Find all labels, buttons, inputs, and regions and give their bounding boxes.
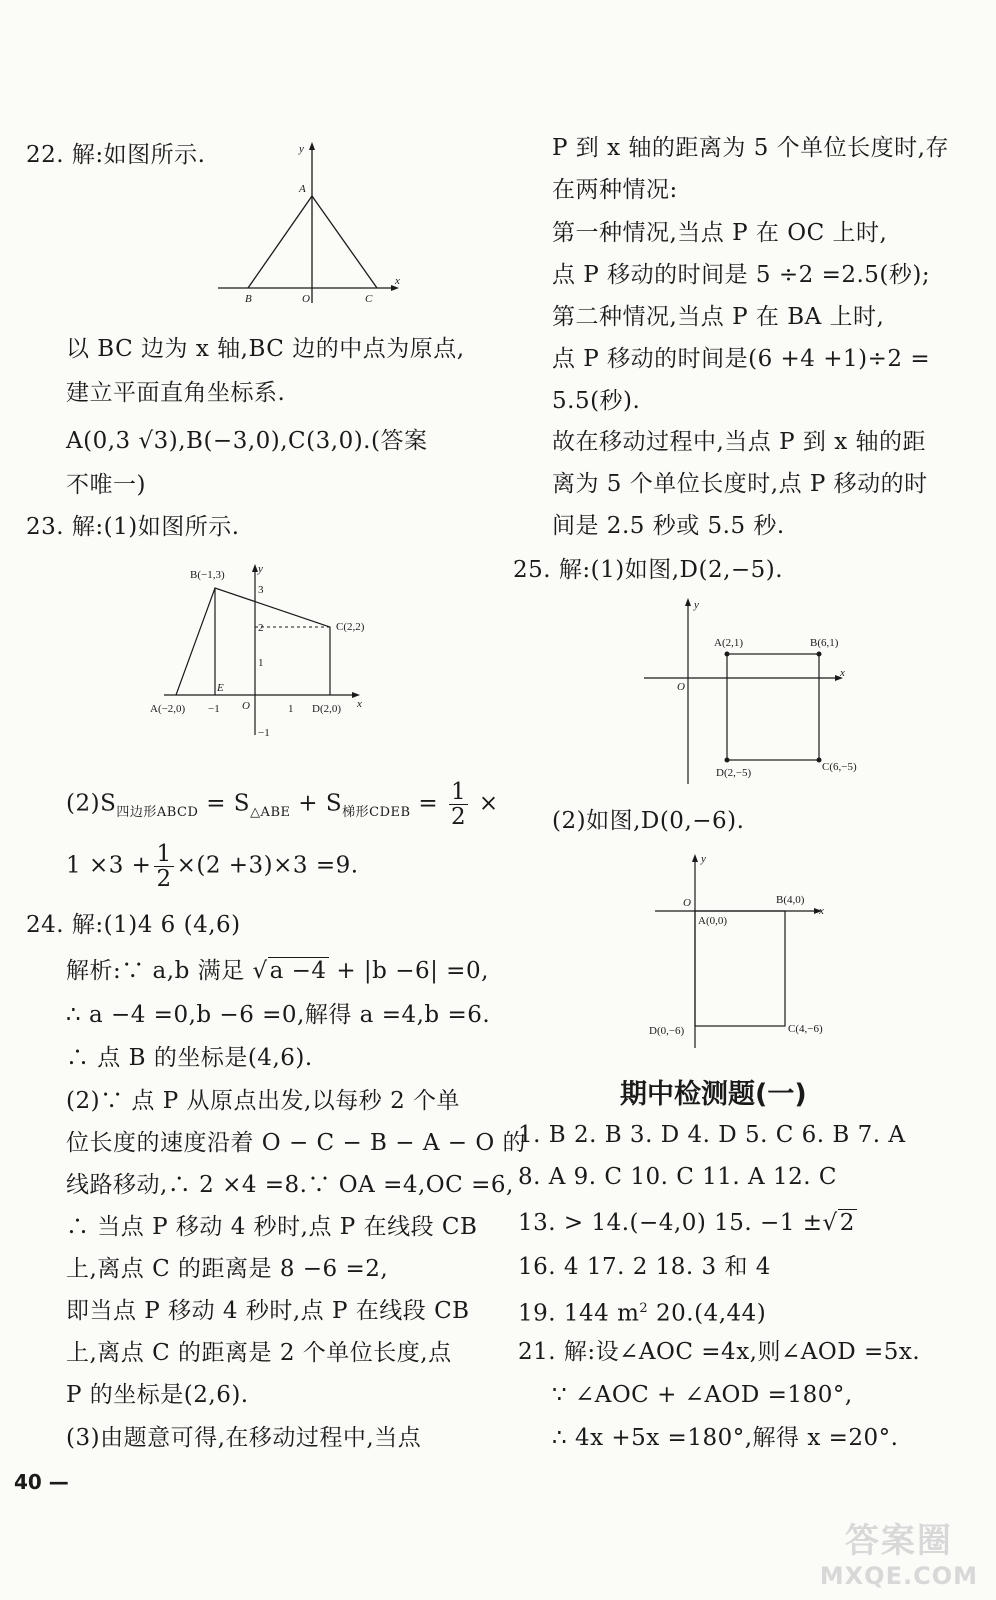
q21-line1: 21. 解:设∠AOC =4x,则∠AOD =5x.	[518, 1339, 921, 1365]
answers-row1: 1. B 2. B 3. D 4. D 5. C 6. B 7. A	[518, 1122, 906, 1148]
q25a-label-a: A(2,1)	[714, 637, 744, 649]
q25a-label-b: B(6,1)	[810, 637, 839, 649]
sqrt-symbol: √	[252, 958, 268, 984]
answers-row4: 16. 4 17. 2 18. 3 和 4	[518, 1254, 771, 1280]
q23-xtick-neg1: −1	[208, 703, 220, 715]
q22-heading: 22. 解:如图所示.	[26, 142, 206, 168]
q22-label-a: A	[299, 183, 306, 195]
q23-y-label: y	[258, 563, 263, 575]
q24c-line6: 点 P 移动的时间是(6 +4 +1)÷2 =	[552, 346, 931, 372]
q24c-line2: 在两种情况:	[552, 177, 678, 203]
q22-figure	[215, 138, 405, 308]
q22-label-o: O	[302, 293, 310, 305]
section-title: 期中检测题(一)	[620, 1079, 807, 1110]
q24-line11: P 的坐标是(2,6).	[66, 1382, 249, 1408]
q24-line2: ∴ a −4 =0,b −6 =0,解得 a =4,b =6.	[66, 1002, 491, 1028]
q24-line8: 上,离点 C 的距离是 8 −6 =2,	[66, 1256, 389, 1282]
q23-label-d: D(2,0)	[312, 703, 342, 715]
q24-line9: 即当点 P 移动 4 秒时,点 P 在线段 CB	[66, 1298, 470, 1324]
q23-label-c: C(2,2)	[336, 621, 365, 633]
q25b-x-label: x	[819, 905, 824, 917]
q23-figure	[150, 560, 370, 740]
q23-quadrilateral	[176, 588, 330, 695]
q23-tick-3: 3	[258, 584, 264, 596]
q24c-line10: 间是 2.5 秒或 5.5 秒.	[552, 513, 785, 539]
page-number: 40 —	[14, 1470, 69, 1494]
answers-row2: 8. A 9. C 10. C 11. A 12. C	[518, 1164, 837, 1190]
q25b-y-label: y	[701, 853, 706, 865]
q22-line2: 建立平面直角坐标系.	[66, 380, 286, 406]
q25b-label-c: C(4,−6)	[788, 1023, 823, 1035]
q24-line3: ∴ 点 B 的坐标是(4,6).	[66, 1045, 313, 1071]
q24c-line3: 第一种情况,当点 P 在 OC 上时,	[552, 220, 888, 246]
q22-line3: A(0,3 √3),B(−3,0),C(3,0).(答案	[66, 428, 428, 454]
q22-side-ac	[312, 196, 377, 288]
q23-area-result: 1 ×3 + $\frac{1}{2}$ ×(2 +3)×3 =9.	[66, 841, 359, 892]
q23-xtick-1: 1	[288, 703, 294, 715]
answers-row5: 19. 144 $m^2$ 20.(4,44)	[518, 1300, 767, 1327]
q25a-rectangle	[727, 654, 819, 760]
q24-line7: ∴ 当点 P 移动 4 秒时,点 P 在线段 CB	[66, 1214, 478, 1240]
q23-label-o: O	[242, 700, 250, 712]
q25-figure-1	[640, 592, 860, 792]
q25a-label-o: O	[677, 681, 685, 693]
watermark: 答案圈 MXQE.COM	[819, 1521, 978, 1590]
q25a-y-label: y	[694, 599, 699, 611]
q24c-line4: 点 P 移动的时间是 5 ÷2 =2.5(秒);	[552, 262, 931, 288]
q24-line6: 线路移动,∴ 2 ×4 =8.∵ OA =4,OC =6,	[66, 1172, 514, 1198]
q24-line10: 上,离点 C 的距离是 2 个单位长度,点	[66, 1340, 452, 1366]
q21-line2: ∵ ∠AOC + ∠AOD =180°,	[552, 1382, 853, 1408]
fraction-one-half: $\frac{1}{2}$	[450, 779, 467, 830]
q22-label-b: B	[245, 293, 252, 305]
q23-x-label: x	[357, 698, 362, 710]
q25b-label-d: D(0,−6)	[649, 1025, 685, 1037]
q23-label-a: A(−2,0)	[150, 703, 186, 715]
q23-tick-1: 1	[258, 657, 264, 669]
q24c-line7: 5.5(秒).	[552, 388, 641, 414]
q22-y-label: y	[299, 143, 304, 155]
q25a-x-label: x	[840, 667, 845, 679]
q25a-label-d: D(2,−5)	[716, 767, 752, 779]
q24-line12: (3)由题意可得,在移动过程中,当点	[66, 1425, 422, 1451]
q23-tick-neg1: −1	[258, 727, 270, 739]
q21-line3: ∴ 4x +5x =180°,解得 x =20°.	[552, 1425, 899, 1451]
q25-part2: (2)如图,D(0,−6).	[552, 808, 745, 834]
q24c-line8: 故在移动过程中,当点 P 到 x 轴的距	[552, 429, 927, 455]
q25b-label-a: A(0,0)	[698, 915, 728, 927]
q22-label-c: C	[365, 293, 373, 305]
q25b-label-o: O	[683, 897, 691, 909]
q22-line4: 不唯一)	[66, 472, 146, 498]
q24-line1: 解析:∵ a,b 满足 √a −4 + |b −6| =0,	[66, 958, 489, 984]
q24c-line9: 离为 5 个单位长度时,点 P 移动的时	[552, 471, 928, 497]
q25a-label-c: C(6,−5)	[822, 761, 857, 773]
q24c-line5: 第二种情况,当点 P 在 BA 上时,	[552, 304, 885, 330]
q23-label-e: E	[217, 682, 224, 694]
q25-figure-2	[645, 848, 835, 1053]
q25-heading: 25. 解:(1)如图,D(2,−5).	[513, 557, 784, 583]
q24-line4: (2)∵ 点 P 从原点出发,以每秒 2 个单	[66, 1088, 461, 1114]
q24-line5: 位长度的速度沿着 O − C − B − A − O 的	[66, 1130, 527, 1156]
sqrt-symbol: √	[822, 1210, 838, 1236]
q23-tick-2: 2	[258, 622, 264, 634]
q24-heading: 24. 解:(1)4 6 (4,6)	[26, 912, 241, 938]
fraction-one-half: $\frac{1}{2}$	[156, 841, 172, 892]
q22-side-ab	[248, 196, 312, 288]
q23-area-formula: $(2)S_{四边形ABCD} = S_{\triangle ABE} + S_{梯形CDEB}$ = $\frac{1}{2}$ ×	[66, 779, 499, 830]
q24c-line1: P 到 x 轴的距离为 5 个单位长度时,存	[552, 135, 949, 161]
q22-x-label: x	[395, 275, 400, 287]
q23-label-b: B(−1,3)	[190, 569, 225, 581]
q23-heading: 23. 解:(1)如图所示.	[26, 514, 240, 540]
q25b-label-b: B(4,0)	[776, 894, 805, 906]
q22-line1: 以 BC 边为 x 轴,BC 边的中点为原点,	[66, 336, 465, 362]
q25b-rectangle	[695, 911, 785, 1026]
answers-row3: 13. > 14.(−4,0) 15. −1 ±√2	[518, 1210, 855, 1236]
